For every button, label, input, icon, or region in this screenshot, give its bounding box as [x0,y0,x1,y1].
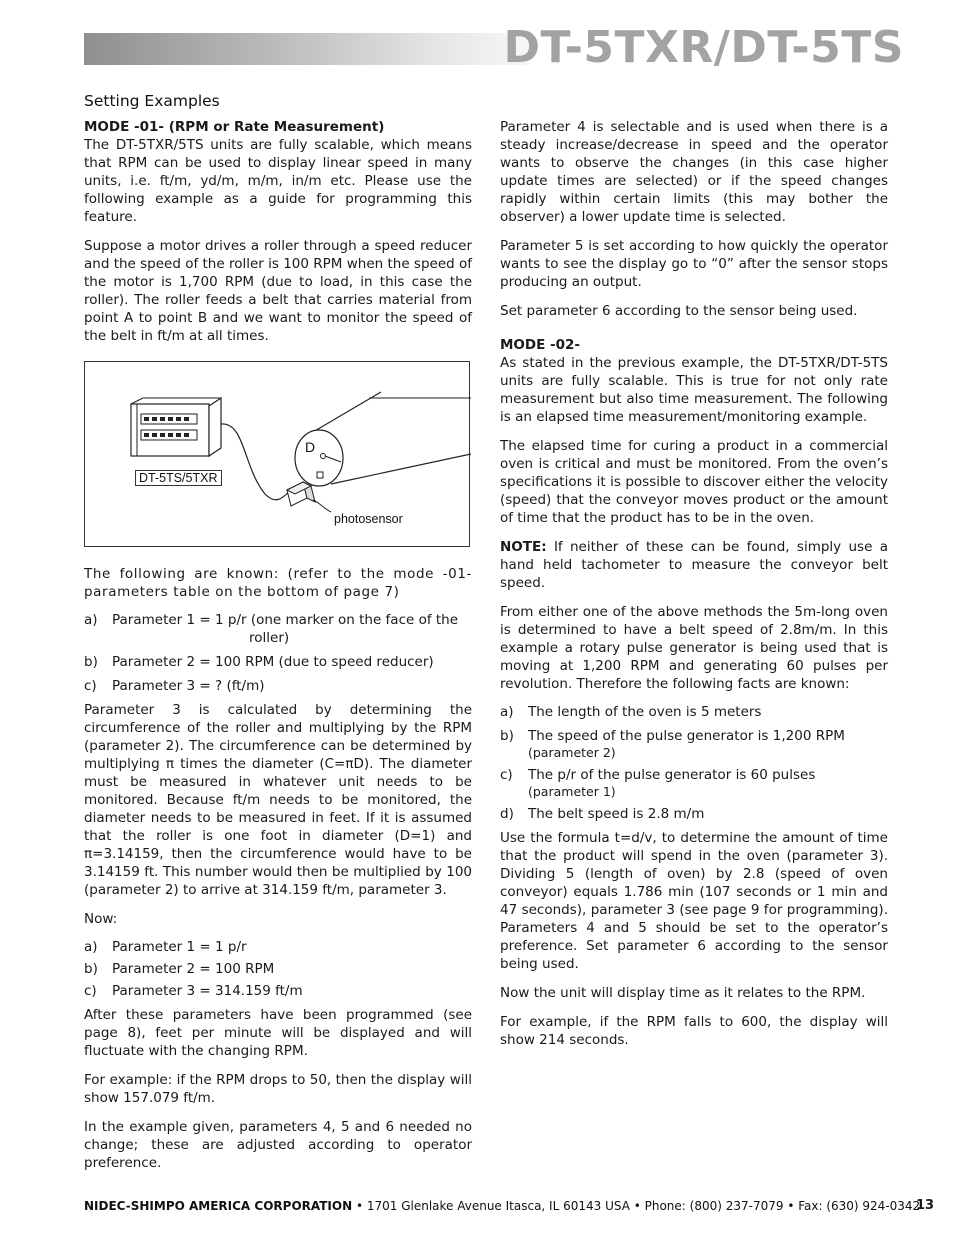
list-marker: b) [84,961,98,977]
header-gradient-bar [84,33,529,65]
photosensor-icon [287,482,331,512]
calculation-paragraph: Parameter 3 is calculated by determining the circumference of the roller and multiplying by the RPM (parameter 2). The circumference can be determined by multiplying π times the diameter (C=πD). The diameter must be measured in whatever unit needs to be monitored. Because ft/m needs to be monitored, the diameter needs to be measured in feet. If it is assumed that the roller is one foot in diameter (D=1) and π=3.14159, then the circumference would have to be 3.14159 ft. This number would then be multiplied by 100 (parameter 2) to arrive at 314.159 ft/m, parameter 3. [84,702,472,898]
formula-paragraph: Use the formula t=d/v, to determine the amount of time that the product will spend in the oven (parameter 3). Dividing 5 (length of oven) by 2.8 (speed of oven conveyor) equals 1.786 min (107 seconds or 1 min and 47 seconds), parameter 3 (see page 9 for programming). Parameters 4 and 5 should be set to the operator’s preference. Set parameter 6 according to the sensor being used. [500,830,888,972]
device-label: DT-5TS/5TXR [135,470,222,486]
list-text: Parameter 2 = 100 RPM (due to speed reducer) [112,654,434,670]
list-item [84,611,472,647]
operator-preference-paragraph: In the example given, parameters 4, 5 and 6 needed no change; these are adjusted according to operator preference. [84,1119,472,1171]
mode1-intro: The DT-5TXR/5TS units are fully scalable, which means that RPM can be used to display linear speed in many units, i.e. ft/m, yd/m, m/m, in/m etc. Please use the following example as a guide for programming this feature. [84,137,472,225]
diameter-label: D [305,439,316,455]
list-text: Parameter 1 = 1 p/r (one marker on the face of the [112,612,459,628]
list-text: The speed of the pulse generator is 1,200 RPM [528,728,845,744]
list-text: Parameter 3 = 314.159 ft/m [112,983,303,999]
sensor-label: photosensor [334,512,403,526]
list-item [500,805,888,823]
list-marker: a) [84,612,98,628]
mode2-facts-intro: From either one of the above methods the 5m-long oven is determined to have a belt speed of 2.8m/m. In this example a rotary pulse generator is being used that is moving at 1,200 RPM and generating 60 pulses per revolution. Therefore the following facts are known: [500,604,888,692]
note-text: If neither of these can be found, simply use a hand held tachometer to measure the conveyor belt speed. [500,539,888,591]
list-text: The p/r of the pulse generator is 60 pulses [528,767,816,783]
list-marker: b) [500,728,514,744]
mode1-heading: MODE -01- (RPM or Rate Measurement) [84,119,385,135]
note-label: NOTE: [500,539,547,555]
roller-icon [295,392,471,486]
list-marker: d) [500,806,514,822]
now-label: Now: [84,911,118,927]
parameter6-paragraph: Set parameter 6 according to the sensor being used. [500,303,858,319]
list-marker: b) [84,654,98,670]
right-column [500,118,888,1049]
list-text-continued: roller) [249,630,290,646]
list-text: Parameter 3 = ? (ft/m) [112,678,265,694]
page-title: DT-5TXR/DT-5TS [503,22,904,73]
list-subtext: (parameter 1) [528,784,616,799]
parameter4-paragraph: Parameter 4 is selectable and is used when there is a steady increase/decrease in speed and the operator wants to observe the changes (in this case higher update times are selected) or if the speed changes rapidly within certain limits (this may bother the observer) a lower update time is selected. [500,119,888,225]
list-item [500,703,888,721]
note-paragraph [500,538,888,592]
list-subtext: (parameter 2) [528,745,616,760]
footer-address: • 1701 Glenlake Avenue Itasca, IL 60143 USA • Phone: (800) 237-7079 • Fax: (630) 924-0342 [352,1199,921,1213]
list-item [84,982,472,1000]
mode2-oven-paragraph: The elapsed time for curing a product in a commercial oven is critical and must be monitored. From the oven’s specifications it is possible to discover either the velocity (speed) that the conveyor moves product or the amount of time that the product has to be in the oven. [500,438,888,526]
mode2-heading: MODE -02- [500,337,581,353]
list-item [500,766,888,799]
list-marker: c) [84,678,97,694]
roller-diagram [84,361,470,547]
list-item [84,677,472,695]
rpm-example-paragraph: For example: if the RPM drops to 50, then the display will show 157.079 ft/m. [84,1072,472,1106]
list-text: The length of the oven is 5 meters [528,704,762,720]
mode1-scenario: Suppose a motor drives a roller through a speed reducer and the speed of the roller is 100 RPM when the speed of the motor is 1,700 RPM (due to load, in this case the roller). The roller feeds a belt that carries material from point A to point B and we want to monitor the speed of the belt in ft/m at all times. [84,238,472,344]
after-programming-paragraph: After these parameters have been programmed (see page 8), feet per minute will be displayed and will fluctuate with the changing RPM. [84,1007,472,1059]
known-intro: The following are known: (refer to the mode -01- parameters table on the bottom of page 7) [84,566,472,600]
display-unit-icon [131,398,221,456]
mode2-intro: As stated in the previous example, the DT-5TXR/DT-5TS units are fully scalable. This is true for not only rate measurement but also time measurement. The following is an elapsed time measurement/monitoring example. [500,355,888,425]
footer-company: NIDEC-SHIMPO AMERICA CORPORATION [84,1199,353,1213]
list-item [84,960,472,978]
footer [84,1199,921,1213]
list-text: Parameter 1 = 1 p/r [112,939,247,955]
page-number: 13 [916,1198,935,1213]
rpm-600-example-paragraph: For example, if the RPM falls to 600, the display will show 214 seconds. [500,1014,888,1048]
display-time-paragraph: Now the unit will display time as it relates to the RPM. [500,985,866,1001]
section-title: Setting Examples [84,92,220,110]
left-column [84,118,472,1172]
roller-diagram-drawing [85,362,471,548]
parameter5-paragraph: Parameter 5 is set according to how quickly the operator wants to see the display go to “0” after the sensor stops producing an output. [500,238,888,290]
list-marker: a) [84,939,98,955]
list-text: Parameter 2 = 100 RPM [112,961,275,977]
list-text: The belt speed is 2.8 m/m [528,806,705,822]
list-item [84,938,472,956]
list-item [500,727,888,760]
list-marker: c) [84,983,97,999]
list-marker: a) [500,704,514,720]
list-item [84,653,472,671]
list-marker: c) [500,767,513,783]
